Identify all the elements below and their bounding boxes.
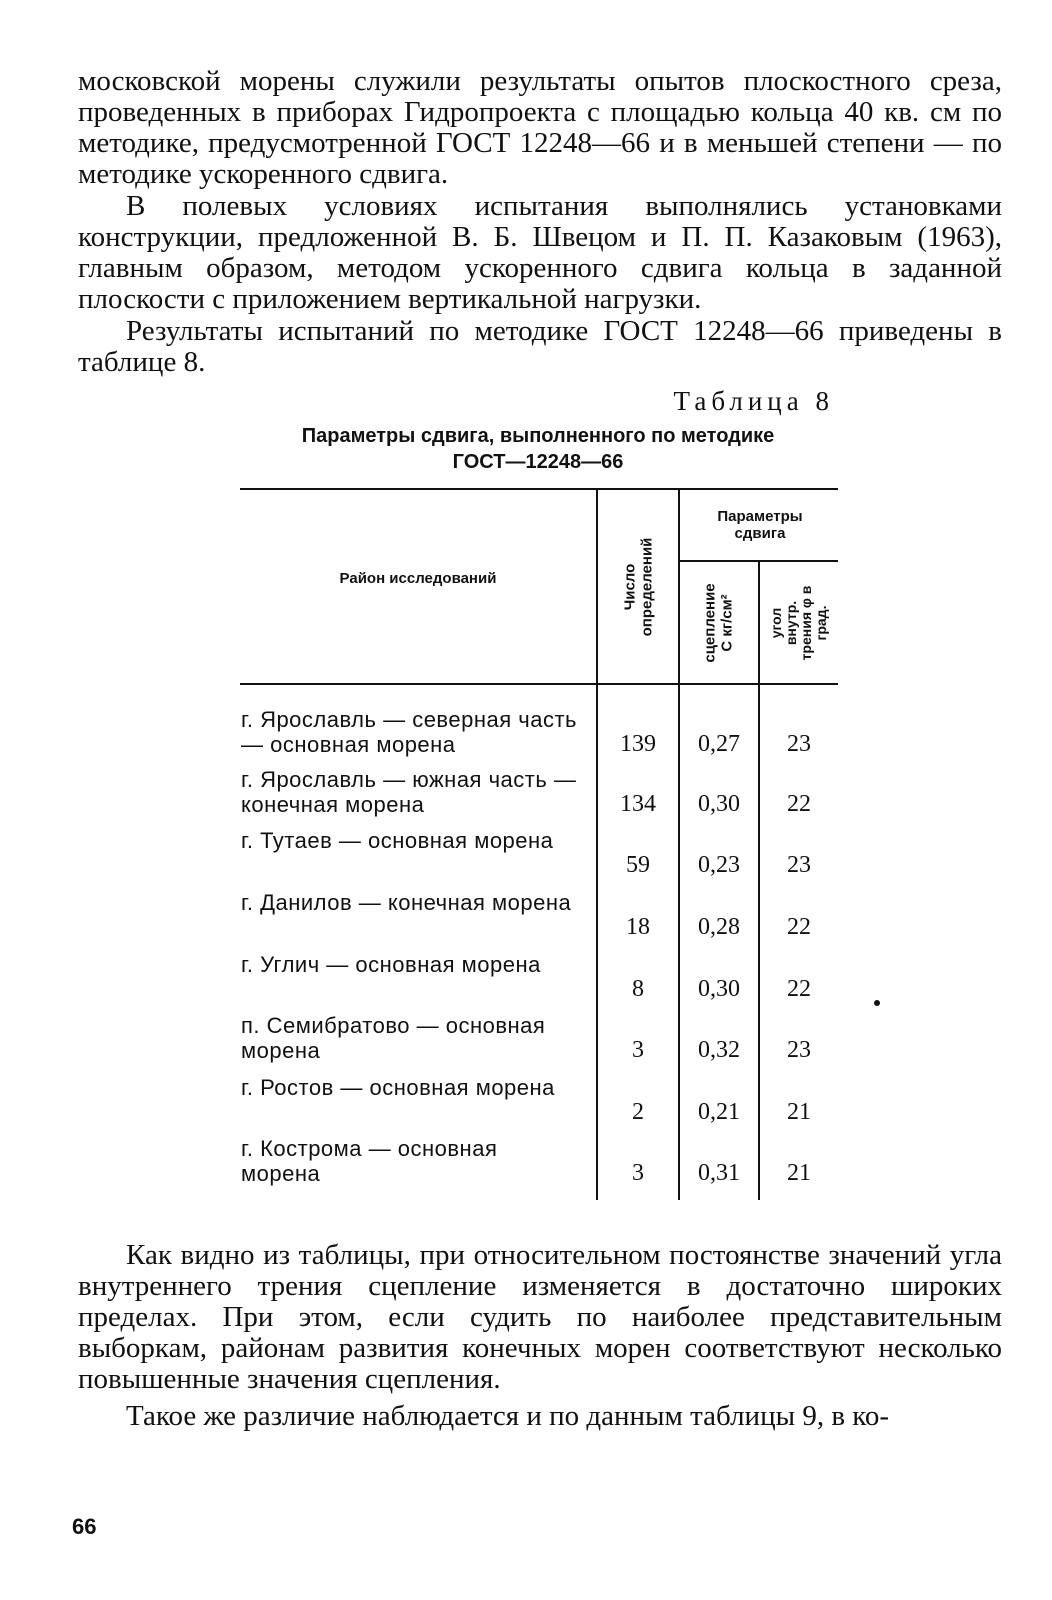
table-row-7-angle: 21 (787, 1099, 811, 1125)
table-row-6-count: 3 (632, 1037, 644, 1063)
paragraph-3: Результаты испытаний по методике ГОСТ 12248—66 приведены в таблице 8. (78, 315, 1002, 378)
table-row-2-count: 134 (620, 791, 656, 817)
table-row-8-angle: 21 (787, 1160, 811, 1186)
header-params: Параметры сдвига (717, 508, 803, 542)
table-row-1-district: г. Ярославль — северная часть — основная морена (241, 707, 577, 757)
table-row-4-district: г. Данилов — конечная морена (241, 890, 572, 915)
header-cohesion: сцепление С кг/см² (702, 582, 737, 663)
table-row-7-count: 2 (632, 1099, 644, 1125)
header-angle-wrap (760, 562, 838, 683)
paragraph-4: Как видно из таблицы, при относительном постоянстве значений угла внутреннего трения сцепление изменяется в достаточно широких пределах. При этом, если судить по наиболее представительным выборкам, районам развития конечных морен соответствуют несколько повышенные значения сцепления. (78, 1239, 1002, 1395)
paragraph-5: Такое же различие наблюдается и по данным таблицы 9, в ко- (126, 1400, 890, 1432)
table-row-4-count: 18 (626, 914, 650, 940)
table-row-2-cohesion: 0,30 (698, 791, 740, 817)
table-row-8-district: г. Кострома — основная морена (241, 1136, 498, 1186)
table-row-3-cohesion: 0,23 (698, 852, 740, 878)
table-top-rule (240, 488, 838, 490)
table-row-4-cohesion: 0,28 (698, 914, 740, 940)
table-row-8-count: 3 (632, 1160, 644, 1186)
paragraph-1: московской морены служили результаты опытов плоскостного среза, проведенных в приборах Гидропроекта с площадью кольца 40 кв. см по методике, предусмотренной ГОСТ 12248—66 и в меньшей степени — по методике ускоренного сдвига. (78, 65, 1002, 190)
table-caption-line-2: ГОСТ—12248—66 (452, 451, 624, 473)
table-row-7-district: г. Ростов — основная морена (241, 1075, 555, 1100)
table-row-5-angle: 22 (787, 976, 811, 1002)
header-district: Район исследований (339, 570, 497, 587)
table-row-6-district: п. Семибратово — основная морена (241, 1013, 546, 1063)
table-row-5-cohesion: 0,30 (698, 976, 740, 1002)
table-row-5-count: 8 (632, 976, 644, 1002)
table-row-8-cohesion: 0,31 (698, 1160, 740, 1186)
header-count: Число определений (621, 537, 656, 636)
table-caption (240, 423, 836, 475)
table-label: Таблица 8 (673, 386, 834, 416)
paragraph-2: В полевых условиях испытания выполнялись установками конструкции, предложенной В. Б. Швецом и П. П. Казаковым (1963), главным образом, методом ускоренного сдвига кольца в заданной плоскости с приложением вертикальной нагрузки. (78, 190, 1002, 315)
table-row-7-cohesion: 0,21 (698, 1099, 740, 1125)
table-row-4-angle: 22 (787, 914, 811, 940)
table-row-3-count: 59 (626, 852, 650, 878)
table-row-1-count: 139 (620, 731, 656, 757)
table-row-3-angle: 23 (787, 852, 811, 878)
table-row-2-angle: 22 (787, 791, 811, 817)
header-bottom-rule (240, 683, 838, 685)
header-angle: угол внутр. трения φ в град. (768, 585, 829, 660)
page-number: 66 (72, 1514, 97, 1539)
header-count-wrap (598, 490, 678, 683)
table-row-6-cohesion: 0,32 (698, 1037, 740, 1063)
header-cohesion-wrap (680, 562, 758, 683)
table-row-5-district: г. Углич — основная морена (241, 952, 541, 977)
table-row-1-angle: 23 (787, 731, 811, 757)
table-row-1-cohesion: 0,27 (698, 731, 740, 757)
table-row-6-angle: 23 (787, 1037, 811, 1063)
table-row-3-district: г. Тутаев — основная морена (241, 828, 554, 853)
table-caption-line-1: Параметры сдвига, выполненного по методике (301, 425, 775, 447)
print-speck (874, 1000, 880, 1006)
table-row-2-district: г. Ярославль — южная часть — конечная морена (241, 767, 577, 817)
